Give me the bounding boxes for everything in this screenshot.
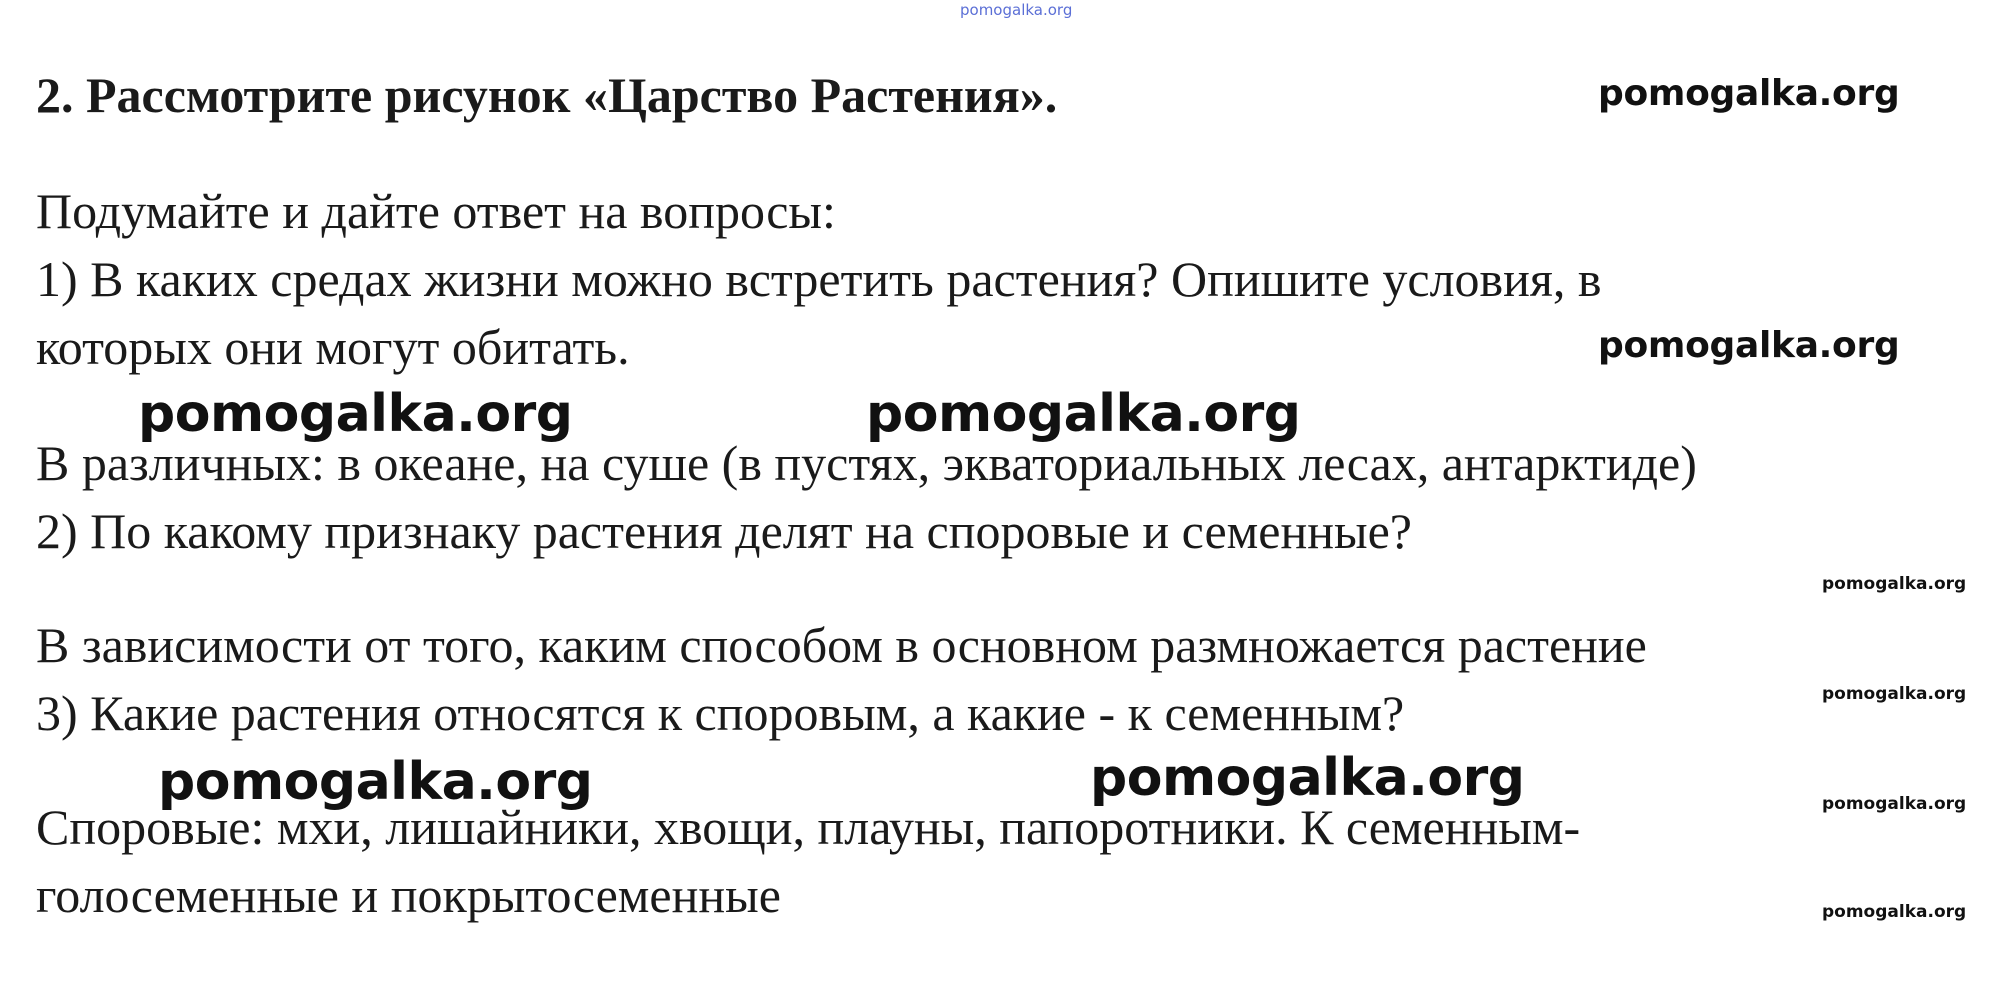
- question-1-line-1: 1) В каких средах жизни можно встретить растения? Опишите условия, в: [36, 251, 1602, 307]
- watermark-small-right-1: pomogalka.org: [1822, 574, 1967, 594]
- watermark-big-center-1: pomogalka.org: [866, 384, 1301, 444]
- task-title: 2. Рассмотрите рисунок «Царство Растения».: [36, 67, 1058, 123]
- question-3: 3) Какие растения относятся к споровым, а какие - к семенным?: [36, 685, 1405, 741]
- question-2: 2) По какому признаку растения делят на споровые и семенные?: [36, 503, 1412, 559]
- intro-text: Подумайте и дайте ответ на вопросы:: [36, 183, 836, 239]
- watermark-big-left-1: pomogalka.org: [138, 384, 573, 444]
- watermark-title-right: pomogalka.org: [1598, 73, 1900, 114]
- watermark-big-left-2: pomogalka.org: [158, 752, 593, 812]
- answer-1: В различных: в океане, на суше (в пустях, экваториальных лесах, антарктиде): [36, 435, 1697, 491]
- answer-2: В зависимости от того, каким способом в основном размножается растение: [36, 617, 1647, 673]
- watermark-big-center-2: pomogalka.org: [1090, 748, 1525, 808]
- answer-3-line-1: Споровые: мхи, лишайники, хвощи, плауны, папоротники. К семенным-: [36, 799, 1581, 855]
- watermark-q1-right: pomogalka.org: [1598, 325, 1900, 366]
- watermark-top: pomogalka.org: [960, 1, 1073, 19]
- watermark-small-right-2: pomogalka.org: [1822, 684, 1967, 704]
- answer-3-line-2: голосеменные и покрытосеменные: [36, 867, 781, 923]
- question-1-line-2: которых они могут обитать.: [36, 319, 630, 375]
- watermark-small-right-3: pomogalka.org: [1822, 794, 1967, 814]
- watermark-small-right-4: pomogalka.org: [1822, 902, 1967, 922]
